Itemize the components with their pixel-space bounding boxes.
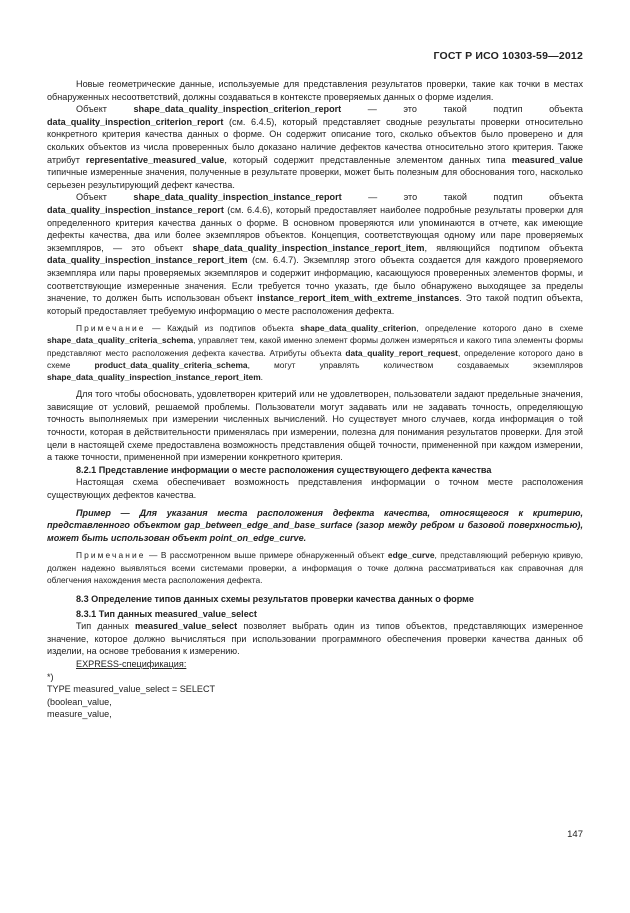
type-name: measured_value <box>511 154 583 165</box>
text: , представляющий реберную кривую, должен надежно выявляться всеми системами проверки, а информация о точке должна рассматриваться как справочная для облегчения нахождения места расположения дефекта. <box>47 550 583 585</box>
text: , определение которого дано в схеме <box>47 347 584 370</box>
code-line: *) <box>47 671 54 682</box>
entity-name: shape_data_quality_inspection_instance_report_item <box>192 242 425 253</box>
page-number: 147 <box>567 829 583 840</box>
paragraph-defect-location: Настоящая схема обеспечивает возможность представления информации о точном месте расположения существующих дефектов качества. <box>47 477 583 501</box>
entity-name: edge_curve <box>387 550 435 561</box>
paragraph-instance-report <box>47 191 583 317</box>
text: Пример — Для указания места расположения дефекта качества, относящегося к критерию, представленного объектом <box>47 507 583 531</box>
paragraph-intro: Новые геометрические данные, используемые для представления результатов проверки, такие как точки в местах обнаруженных несоответствий, должны создаваться в контексте проверяемых данных о форме изделия. <box>47 79 583 102</box>
text: (см. 6.4.7). Экземпляр этого объекта создается для каждого проверяемого экземпляра или пары проверяемых экземпляров и содержит информацию, касающуюся проверенных элементов формы, и соответствующие измеренные значения. Если требуется точно указать, где было обнаружено выходящее за пределы значение, то должен быть использован объект <box>47 255 583 304</box>
schema-name: shape_data_quality_criteria_schema <box>47 335 194 346</box>
entity-name: shape_data_quality_inspection_criterion_report <box>133 104 342 115</box>
text: , определение которого дано в схеме <box>416 323 583 334</box>
heading-8-2-1: 8.2.1 Представление информации о месте расположения существующего дефекта качества <box>76 464 492 475</box>
example-block <box>47 507 583 545</box>
text: Объект <box>76 104 134 115</box>
entity-name: point_on_edge_curve <box>209 532 304 543</box>
text: — Каждый из подтипов объекта <box>145 323 301 334</box>
standard-header: ГОСТ Р ИСО 10303-59—2012 <box>433 50 583 62</box>
express-label-text: EXPRESS-спецификация: <box>76 659 187 669</box>
text: — это такой подтип объекта <box>341 104 583 115</box>
heading-8-3-1: 8.3.1 Тип данных measured_value_select <box>76 608 257 619</box>
paragraph-precision: Для того чтобы обосновать, удовлетворен критерий или не удовлетворен, пользователи задают предельные значения, зависящие от условий, решаемой проблемы. Пользователи могут задавать или не задавать точность, определяющую точность выполняемых при измерении численных вычислений. Но существует много случаев, когда информация о той точности, которая в действительности применялась при измерении, полезна для понимания результатов проверки. Для этой цели в настоящей схеме предоставлена возможность представления общей точности, примененной при каждом измерении, а также точности, примененной при измерении конкретного критерия. <box>47 389 583 463</box>
paragraph-measured-value-select <box>47 620 583 658</box>
text: Объект <box>76 192 134 203</box>
entity-name: data_quality_inspection_instance_report_item <box>47 255 248 266</box>
text: . <box>260 372 263 383</box>
entity-name: shape_data_quality_inspection_instance_report <box>133 192 342 203</box>
entity-name: data_quality_inspection_instance_report <box>47 204 224 215</box>
note-criterion <box>47 322 583 383</box>
page-body <box>47 78 583 721</box>
note-label: Примечание <box>76 550 146 561</box>
heading-8-3: 8.3 Определение типов данных схемы результатов проверки качества данных о форме <box>76 594 474 605</box>
text: позволяет выбрать один из типов объектов, представляющих измеренное значение, которое должно вычисляться при использовании программного обеспечения проверки качества данных об изделии, на основе требования к измерению. <box>47 621 584 657</box>
text: типичные измеренные значения, полученные в результате проверки, может быть полезным для обоснования того, насколько серьезен результирующий дефект качества. <box>47 167 583 190</box>
text: (см. 6.4.5), который представляет сводные результаты проверки относительно конкретного критерия качества данных о форме. Он содержит описание того, сколько объектов было проверено и для скольких объектов из числа проверенных было доказано наличие дефектов качества относительно этого критерия. Также атрибут <box>47 116 583 165</box>
express-spec-label <box>47 658 583 671</box>
code-line: TYPE measured_value_select = SELECT <box>47 684 216 695</box>
text: — это такой подтип объекта <box>341 192 583 203</box>
text: , являющийся подтипом объекта <box>424 242 584 253</box>
entity-name: instance_report_item_with_extreme_instances <box>257 293 460 304</box>
entity-name: data_quality_report_request <box>345 347 458 358</box>
text: , могут управлять количеством создаваемых экземпляров <box>247 359 583 370</box>
text: , который содержит представленные элементом данных типа <box>224 154 512 165</box>
code-line: measure_value, <box>47 709 112 720</box>
text: . Это такой подтип объекта, который предоставляет требуемую информацию о месте расположения дефекта. <box>47 293 583 316</box>
entity-name: shape_data_quality_inspection_instance_report_item <box>47 372 261 383</box>
note-label: Примечание <box>76 323 146 334</box>
entity-name: data_quality_inspection_criterion_report <box>47 116 224 127</box>
entity-name: gap_between_edge_and_base_surface <box>184 520 353 531</box>
text: Тип данных <box>76 621 136 632</box>
text: — В рассмотренном выше примере обнаруженный объект <box>145 550 388 561</box>
schema-name: product_data_quality_criteria_schema <box>94 359 248 370</box>
paragraph-criterion-report <box>47 103 583 191</box>
code-line: (boolean_value, <box>47 696 112 707</box>
text: , управляет тем, какой именно элемент формы должен измеряться и какого типа элементы формы представляют место расположения дефекта качества. Атрибуты объекта <box>47 335 583 358</box>
text: (см. 6.4.6), который предоставляет наиболее подробные результаты проверки для определенного критерия качества данных о форме. В основном проверяются или упоминаются в отчете, как имеющие дефекты качества, два или более экземпляров объектов. Концепция, соответствующая одному или паре проверяемых экземпляров, — это объект <box>47 204 583 253</box>
type-name: measured_value_select <box>135 621 238 632</box>
text: . <box>303 532 307 543</box>
note-edge-curve <box>47 549 583 586</box>
attribute-name: representative_measured_value <box>85 154 225 165</box>
entity-name: shape_data_quality_criterion <box>300 323 417 334</box>
text: (зазор между ребром и базовой поверхностью), может быть использован объект <box>47 520 583 543</box>
